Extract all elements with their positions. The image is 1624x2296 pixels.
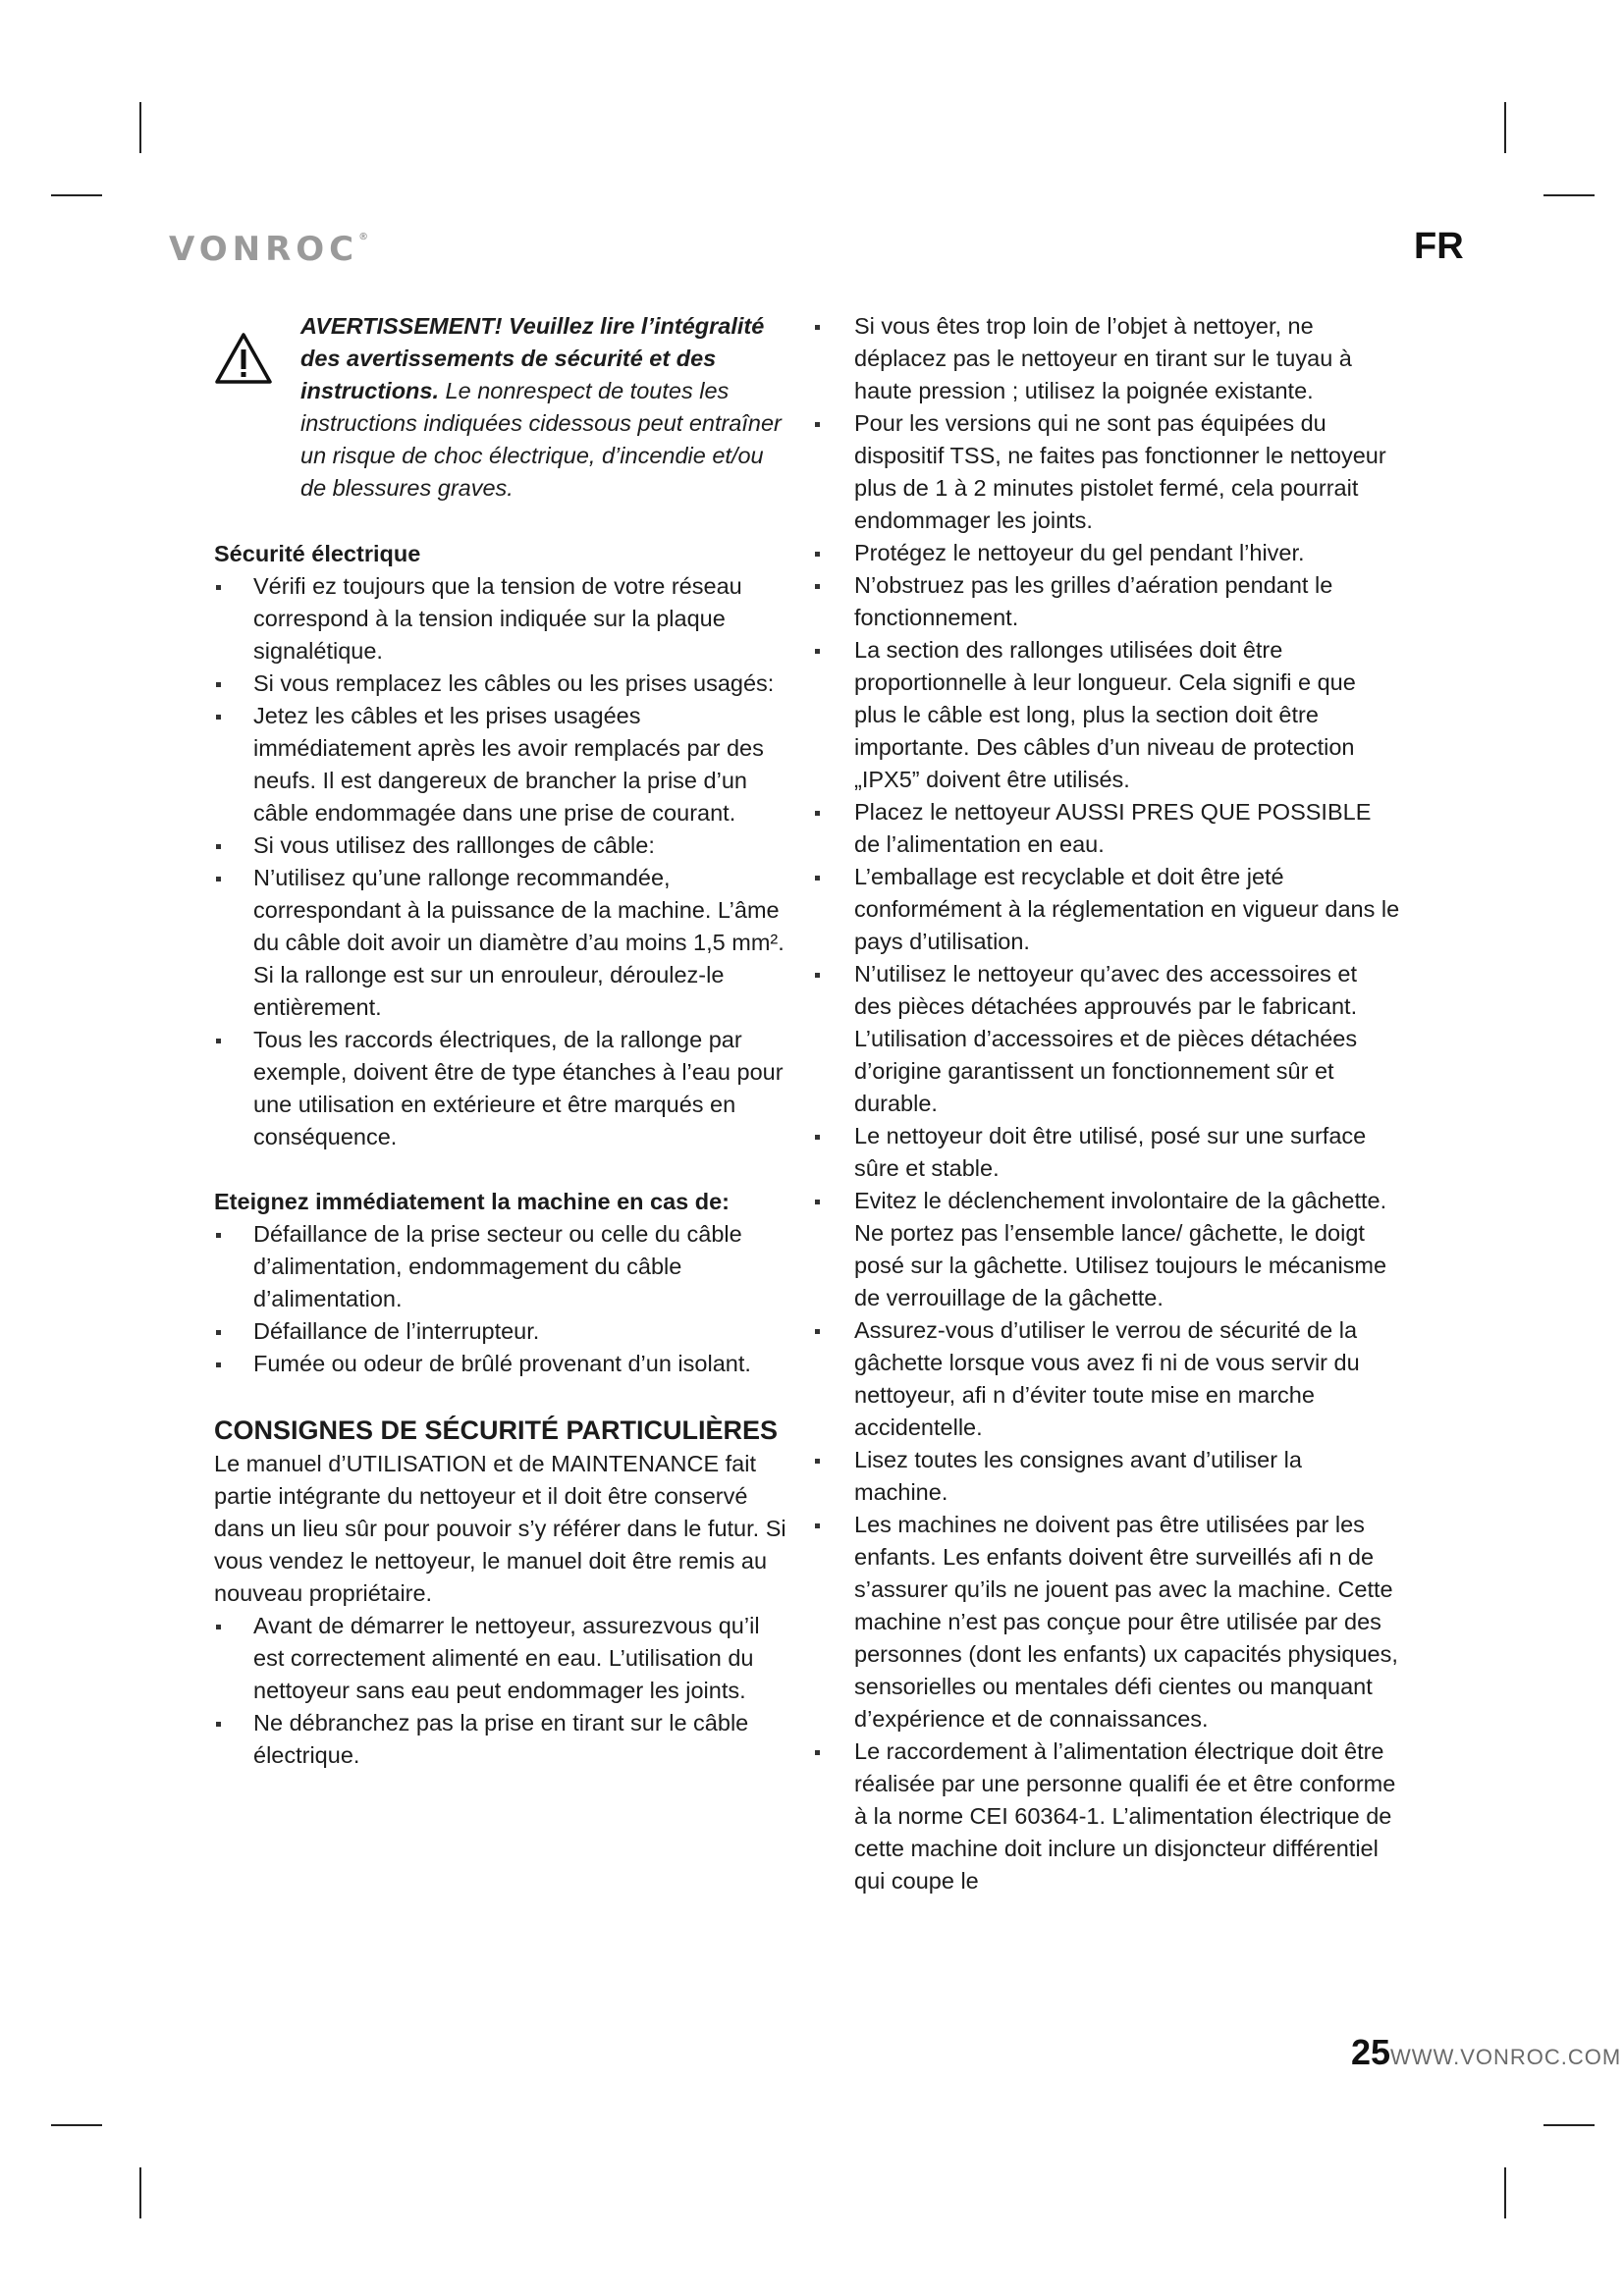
language-code: FR — [1414, 226, 1464, 267]
list-item: L’emballage est recyclable et doit être jeté conformément à la réglementation en vigueur dans le pays d’utilisation. — [811, 861, 1400, 958]
crop-mark — [1504, 102, 1506, 153]
list-item: N’obstruez pas les grilles d’aération pendant le fonctionnement. — [811, 569, 1400, 634]
website-url: WWW.VONROC.COM — [1390, 2045, 1622, 2069]
page-footer — [1351, 2032, 1622, 2073]
special-list — [214, 1610, 793, 1772]
shutdown-list — [214, 1218, 793, 1380]
list-item: Assurez-vous d’utiliser le verrou de sécurité de la gâchette lorsque vous avez fi ni de vous servir du nettoyeur, afi n d’éviter toute mise en marche accidentelle. — [811, 1314, 1400, 1444]
list-item: Défaillance de l’interrupteur. — [214, 1315, 793, 1348]
crop-mark — [51, 2124, 102, 2126]
list-item: Le nettoyeur doit être utilisé, posé sur une surface sûre et stable. — [811, 1120, 1400, 1185]
crop-mark — [1543, 194, 1595, 196]
spacer — [214, 1380, 793, 1413]
list-item: Jetez les câbles et les prises usagées immédiatement après les avoir remplacés par des neufs. Il est dangereux de brancher la prise d’un câble endommagée dans une prise de courant. — [214, 700, 793, 829]
list-item: Protégez le nettoyeur du gel pendant l’hiver. — [811, 537, 1400, 569]
list-item: Evitez le déclenchement involontaire de la gâchette. Ne portez pas l’ensemble lance/ gâchette, le doigt posé sur la gâchette. Utilisez toujours le mécanisme de verrouillage de la gâchette. — [811, 1185, 1400, 1314]
special-heading: CONSIGNES DE SÉCURITÉ PARTICULIÈRES — [214, 1415, 779, 1445]
electrical-list — [214, 570, 793, 1153]
list-item: La section des rallonges utilisées doit être proportionnelle à leur longueur. Cela signifi e que plus le câble est long, plus la section doit être importante. Des câbles d’un niveau de protection „IPX5” doivent être utilisés. — [811, 634, 1400, 796]
special-intro: Le manuel d’UTILISATION et de MAINTENANCE fait partie intégrante du nettoyeur et il doit être conservé dans un lieu sûr pour pouvoir s’y référer dans le futur. Si vous vendez le nettoyeur, le manuel doit être remis au nouveau propriétaire. — [214, 1451, 786, 1606]
crop-mark — [1543, 2124, 1595, 2126]
crop-mark — [139, 102, 141, 153]
list-item: N’utilisez le nettoyeur qu’avec des accessoires et des pièces détachées approuvés par le fabricant. L’utilisation d’accessoires et de pièces détachées d’origine garantissent un fonctionnement sûr et durable. — [811, 958, 1400, 1120]
list-item: Lisez toutes les consignes avant d’utiliser la machine. — [811, 1444, 1400, 1509]
crop-mark — [1504, 2167, 1506, 2218]
brand-logo: VONROC® — [169, 230, 369, 269]
electrical-heading: Sécurité électrique — [214, 541, 421, 566]
list-item: Avant de démarrer le nettoyeur, assurezvous qu’il est correctement alimenté en eau. L’utilisation du nettoyeur sans eau peut endommager les joints. — [214, 1610, 793, 1707]
list-item: Défaillance de la prise secteur ou celle du câble d’alimentation, endommagement du câble d’alimentation. — [214, 1218, 793, 1315]
right-list — [811, 310, 1400, 1897]
crop-mark — [139, 2167, 141, 2218]
right-column — [811, 310, 1400, 1897]
left-column — [214, 310, 793, 1772]
warning-block — [214, 310, 793, 505]
list-item: Si vous utilisez des ralllonges de câble: — [214, 829, 793, 862]
shutdown-heading: Eteignez immédiatement la machine en cas de: — [214, 1189, 731, 1214]
list-item: Tous les raccords électriques, de la rallonge par exemple, doivent être de type étanches à l’eau pour une utilisation en extérieure et être marqués en conséquence. — [214, 1024, 793, 1153]
list-item: Les machines ne doivent pas être utilisées par les enfants. Les enfants doivent être surveillés afi n de s’assurer qu’ils ne jouent pas avec la machine. Cette machine n’est pas conçue pour être utilisée par des personnes (dont les enfants) ux capacités physiques, sensorielles ou mentales défi cientes ou manquant d’expérience et de connaissances. — [811, 1509, 1400, 1735]
list-item: Placez le nettoyeur AUSSI PRES QUE POSSIBLE de l’alimentation en eau. — [811, 796, 1400, 861]
crop-mark — [51, 194, 102, 196]
list-item: Vérifi ez toujours que la tension de votre réseau correspond à la tension indiquée sur la plaque signalétique. — [214, 570, 793, 667]
list-item: Si vous êtes trop loin de l’objet à nettoyer, ne déplacez pas le nettoyeur en tirant sur le tuyau à haute pression ; utilisez la poignée existante. — [811, 310, 1400, 407]
list-item: Fumée ou odeur de brûlé provenant d’un isolant. — [214, 1348, 793, 1380]
warning-triangle-icon — [214, 332, 273, 385]
spacer — [214, 1153, 793, 1186]
page-number: 25 — [1351, 2032, 1391, 2072]
list-item: Ne débranchez pas la prise en tirant sur le câble électrique. — [214, 1707, 793, 1772]
list-item: N’utilisez qu’une rallonge recommandée, correspondant à la puissance de la machine. L’âme du câble doit avoir un diamètre d’au moins 1,5 mm². Si la rallonge est sur un enrouleur, déroulez-le entièrement. — [214, 862, 793, 1024]
list-item: Si vous remplacez les câbles ou les prises usagés: — [214, 667, 793, 700]
list-item: Pour les versions qui ne sont pas équipées du dispositif TSS, ne faites pas fonctionner le nettoyeur plus de 1 à 2 minutes pistolet fermé, cela pourrait endommager les joints. — [811, 407, 1400, 537]
list-item: Le raccordement à l’alimentation électrique doit être réalisée par une personne qualifi ée et être conforme à la norme CEI 60364-1. L’alimentation électrique de cette machine doit inclure un disjoncteur différentiel qui coupe le — [811, 1735, 1400, 1897]
warning-title: AVERTISSEMENT! Veuillez lire l’intégralité des avertissements de sécurité et des instructions. — [300, 313, 765, 403]
warning-text: Le nonrespect de toutes les instructions indiquées cidessous peut entraîner un risque de choc électrique, d’incendie et/ou de blessures graves. — [300, 378, 782, 501]
